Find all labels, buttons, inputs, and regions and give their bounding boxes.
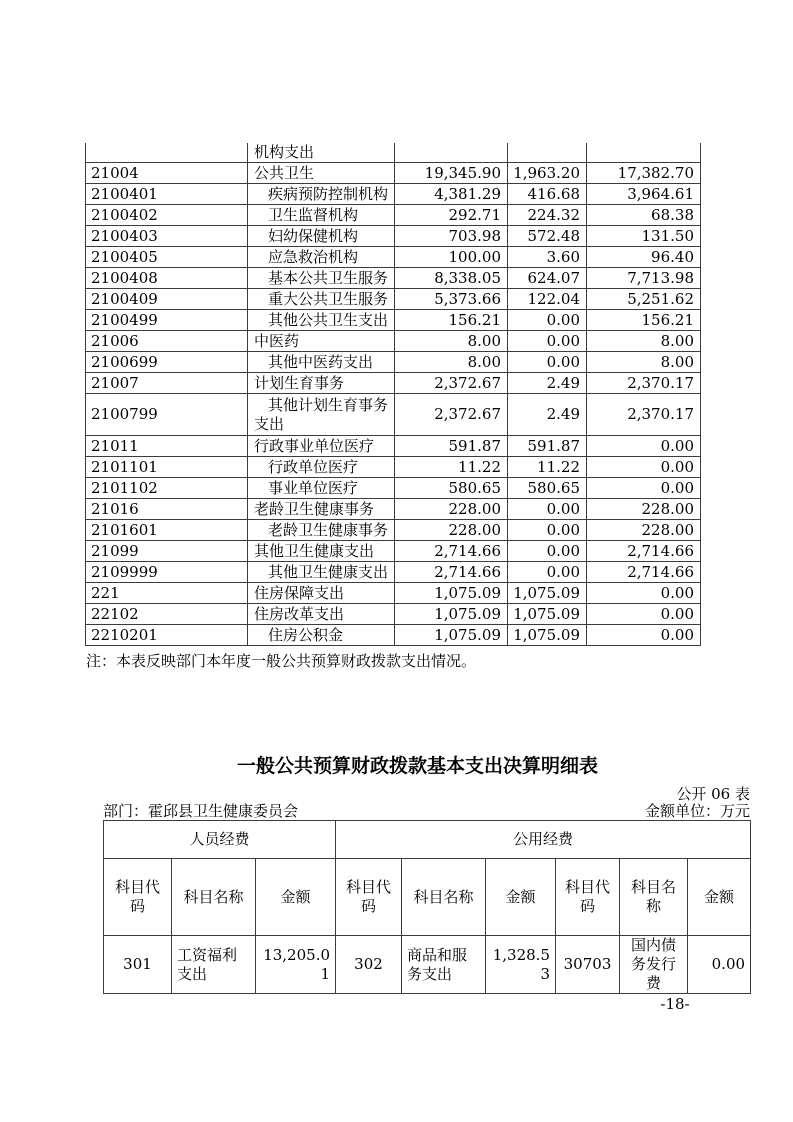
- amount-cell: 0.00: [508, 331, 587, 352]
- table-row: [86, 541, 701, 562]
- amount-cell: 572.48: [508, 226, 587, 247]
- amount-cell: [587, 143, 701, 163]
- amount-cell: 8.00: [587, 352, 701, 373]
- group-header-cell: 人员经费: [104, 821, 336, 859]
- name-cell: 国内债务发行费: [620, 936, 688, 994]
- code-cell: 2109999: [86, 562, 248, 583]
- table-row: [86, 247, 701, 268]
- table-row: [86, 457, 701, 478]
- code-cell: 21011: [86, 436, 248, 457]
- table-row: [86, 226, 701, 247]
- amount-cell: 591.87: [395, 436, 508, 457]
- amount-cell: 8.00: [587, 331, 701, 352]
- name-cell: 其他公共卫生支出: [248, 310, 395, 331]
- unit-label: 金额单位：万元: [644, 802, 750, 820]
- amount-cell: 416.68: [508, 184, 587, 205]
- amount-cell: 2,714.66: [587, 562, 701, 583]
- amount-cell: 122.04: [508, 289, 587, 310]
- column-header-cell: 科目名称: [172, 859, 256, 936]
- name-cell: 卫生监督机构: [248, 205, 395, 226]
- table-row: [86, 604, 701, 625]
- code-cell: 30703: [556, 936, 620, 994]
- code-cell: 2101101: [86, 457, 248, 478]
- name-cell: 住房改革支出: [248, 604, 395, 625]
- amount-cell: 292.71: [395, 205, 508, 226]
- code-cell: 2100405: [86, 247, 248, 268]
- amount-cell: 8.00: [395, 352, 508, 373]
- basic-expenditure-detail-table: [103, 820, 751, 994]
- meta-line: [103, 800, 750, 821]
- amount-cell: 5,251.62: [587, 289, 701, 310]
- name-cell: 应急救治机构: [248, 247, 395, 268]
- amount-cell: 0.00: [587, 583, 701, 604]
- name-cell: 重大公共卫生服务: [248, 289, 395, 310]
- code-cell: 2101601: [86, 520, 248, 541]
- amount-cell: 703.98: [395, 226, 508, 247]
- amount-cell: 0.00: [508, 562, 587, 583]
- amount-cell: 131.50: [587, 226, 701, 247]
- column-header-cell: 金额: [486, 859, 556, 936]
- amount-cell: 2,372.67: [395, 394, 508, 436]
- table-row: [86, 562, 701, 583]
- amount-cell: 156.21: [587, 310, 701, 331]
- table-row: [86, 373, 701, 394]
- code-cell: 21006: [86, 331, 248, 352]
- name-cell: 妇幼保健机构: [248, 226, 395, 247]
- column-header-cell: 科目名称: [620, 859, 688, 936]
- table-row: [86, 352, 701, 373]
- amount-cell: 3,964.61: [587, 184, 701, 205]
- amount-cell: 100.00: [395, 247, 508, 268]
- amount-cell: 1,963.20: [508, 163, 587, 184]
- name-cell: 事业单位医疗: [248, 478, 395, 499]
- amount-cell: 17,382.70: [587, 163, 701, 184]
- name-cell: 基本公共卫生服务: [248, 268, 395, 289]
- amount-cell: 1,075.09: [508, 625, 587, 646]
- name-cell: 工资福利支出: [172, 936, 256, 994]
- amount-cell: 156.21: [395, 310, 508, 331]
- code-cell: [86, 143, 248, 163]
- table-row: [86, 310, 701, 331]
- amount-cell: 591.87: [508, 436, 587, 457]
- amount-cell: 0.00: [508, 352, 587, 373]
- name-cell: 老龄卫生健康事务: [248, 520, 395, 541]
- name-cell: 行政事业单位医疗: [248, 436, 395, 457]
- table-row: [86, 478, 701, 499]
- name-cell: 行政单位医疗: [248, 457, 395, 478]
- amount-cell: 0.00: [508, 520, 587, 541]
- code-cell: 2210201: [86, 625, 248, 646]
- code-cell: 2100403: [86, 226, 248, 247]
- code-cell: 2101102: [86, 478, 248, 499]
- name-cell: 住房公积金: [248, 625, 395, 646]
- amount-cell: 580.65: [395, 478, 508, 499]
- amount-cell: 228.00: [395, 520, 508, 541]
- amount-cell: 2.49: [508, 373, 587, 394]
- amount-cell: 2,714.66: [395, 562, 508, 583]
- group-header-cell: 公用经费: [336, 821, 751, 859]
- amount-cell: 0.00: [587, 436, 701, 457]
- code-cell: 2100401: [86, 184, 248, 205]
- code-cell: 2100402: [86, 205, 248, 226]
- amount-cell: 2.49: [508, 394, 587, 436]
- amount-cell: 228.00: [395, 499, 508, 520]
- code-cell: 2100409: [86, 289, 248, 310]
- amount-cell: 1,328.53: [486, 936, 556, 994]
- amount-cell: 0.00: [587, 457, 701, 478]
- department-label: 部门：霍邱县卫生健康委员会: [103, 802, 299, 820]
- amount-cell: 4,381.29: [395, 184, 508, 205]
- amount-cell: 7,713.98: [587, 268, 701, 289]
- amount-cell: 2,714.66: [395, 541, 508, 562]
- column-header-cell: 金额: [688, 859, 751, 936]
- table-row: [104, 936, 751, 994]
- amount-cell: 0.00: [688, 936, 751, 994]
- amount-cell: 96.40: [587, 247, 701, 268]
- amount-cell: 580.65: [508, 478, 587, 499]
- table-row: [86, 163, 701, 184]
- amount-cell: 11.22: [508, 457, 587, 478]
- code-cell: 221: [86, 583, 248, 604]
- table-tag: 公开 06 表: [676, 785, 750, 803]
- name-cell: 疾病预防控制机构: [248, 184, 395, 205]
- amount-cell: 1,075.09: [508, 583, 587, 604]
- amount-cell: 228.00: [587, 520, 701, 541]
- name-cell: 住房保障支出: [248, 583, 395, 604]
- table-row: [86, 184, 701, 205]
- name-cell: 中医药: [248, 331, 395, 352]
- amount-cell: [508, 143, 587, 163]
- code-cell: 21004: [86, 163, 248, 184]
- page-title: 一般公共预算财政拨款基本支出决算明细表: [236, 755, 598, 777]
- table-row: [86, 520, 701, 541]
- amount-cell: 228.00: [587, 499, 701, 520]
- table-row: [86, 436, 701, 457]
- amount-cell: 2,372.67: [395, 373, 508, 394]
- code-cell: 21007: [86, 373, 248, 394]
- amount-cell: 1,075.09: [508, 604, 587, 625]
- amount-cell: 1,075.09: [395, 625, 508, 646]
- amount-cell: 624.07: [508, 268, 587, 289]
- name-cell: 老龄卫生健康事务: [248, 499, 395, 520]
- column-header-cell: 科目代码: [336, 859, 402, 936]
- name-cell: 其他中医药支出: [248, 352, 395, 373]
- amount-cell: 2,370.17: [587, 373, 701, 394]
- column-header-row: [104, 859, 751, 936]
- amount-cell: 0.00: [508, 310, 587, 331]
- amount-cell: 2,370.17: [587, 394, 701, 436]
- code-cell: 2100408: [86, 268, 248, 289]
- table-row: [86, 205, 701, 226]
- code-cell: 302: [336, 936, 402, 994]
- group-header-row: [104, 821, 751, 859]
- code-cell: 301: [104, 936, 172, 994]
- column-header-cell: 科目代码: [556, 859, 620, 936]
- amount-cell: 8.00: [395, 331, 508, 352]
- code-cell: 2100499: [86, 310, 248, 331]
- amount-cell: 1,075.09: [395, 583, 508, 604]
- page-number: -18-: [660, 995, 690, 1013]
- name-cell: 公共卫生: [248, 163, 395, 184]
- amount-cell: 19,345.90: [395, 163, 508, 184]
- amount-cell: 0.00: [587, 478, 701, 499]
- name-cell: 计划生育事务: [248, 373, 395, 394]
- amount-cell: 2,714.66: [587, 541, 701, 562]
- column-header-cell: 金额: [256, 859, 336, 936]
- name-cell: 其他计划生育事务支出: [248, 394, 395, 436]
- name-cell: 其他卫生健康支出: [248, 541, 395, 562]
- table-row: [86, 289, 701, 310]
- table-row: [86, 143, 701, 163]
- column-header-cell: 科目代码: [104, 859, 172, 936]
- amount-cell: 3.60: [508, 247, 587, 268]
- amount-cell: 13,205.01: [256, 936, 336, 994]
- amount-cell: 0.00: [508, 541, 587, 562]
- table-row: [86, 499, 701, 520]
- amount-cell: 0.00: [508, 499, 587, 520]
- amount-cell: 8,338.05: [395, 268, 508, 289]
- table-row: [86, 331, 701, 352]
- amount-cell: 0.00: [587, 625, 701, 646]
- name-cell: 商品和服务支出: [402, 936, 486, 994]
- amount-cell: 11.22: [395, 457, 508, 478]
- table-row: [86, 625, 701, 646]
- code-cell: 21099: [86, 541, 248, 562]
- amount-cell: [395, 143, 508, 163]
- name-cell: 其他卫生健康支出: [248, 562, 395, 583]
- code-cell: 21016: [86, 499, 248, 520]
- column-header-cell: 科目名称: [402, 859, 486, 936]
- amount-cell: 224.32: [508, 205, 587, 226]
- amount-cell: 5,373.66: [395, 289, 508, 310]
- code-cell: 2100699: [86, 352, 248, 373]
- table-row: [86, 268, 701, 289]
- expenditure-table: [85, 143, 701, 646]
- amount-cell: 0.00: [587, 604, 701, 625]
- code-cell: 22102: [86, 604, 248, 625]
- amount-cell: 68.38: [587, 205, 701, 226]
- table-row: [86, 394, 701, 436]
- table-note: 注：本表反映部门本年度一般公共预算财政拨款支出情况。: [86, 652, 477, 670]
- name-cell: 机构支出: [248, 143, 395, 163]
- amount-cell: 1,075.09: [395, 604, 508, 625]
- table-row: [86, 583, 701, 604]
- code-cell: 2100799: [86, 394, 248, 436]
